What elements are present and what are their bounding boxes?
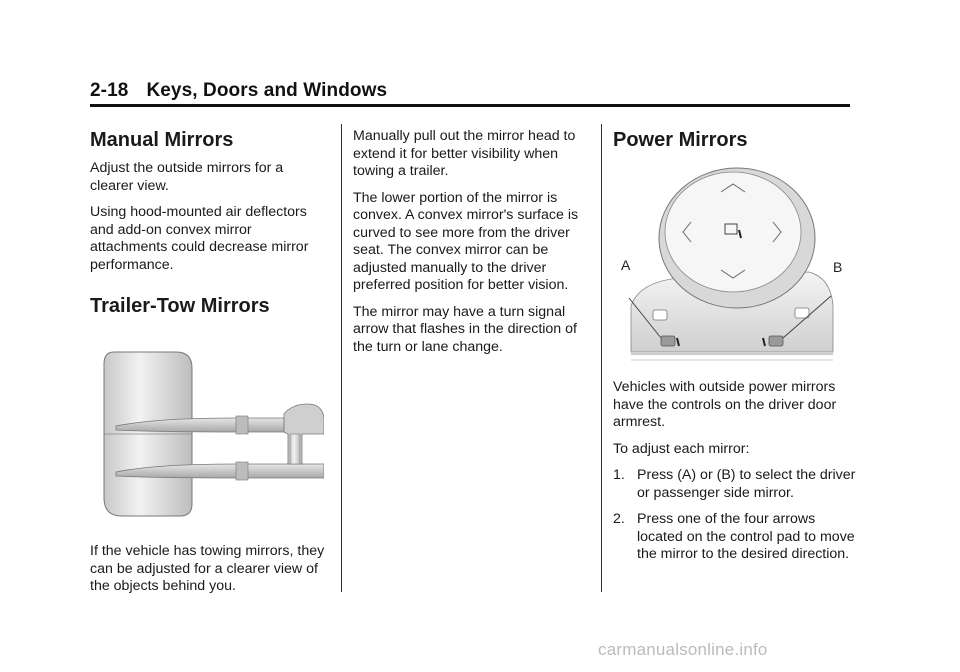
list-item xyxy=(613,511,863,564)
section-title: Keys, Doors and Windows xyxy=(146,80,388,101)
column-divider-2 xyxy=(601,124,602,592)
watermark: carmanualsonline.info xyxy=(598,640,768,659)
list-item xyxy=(613,467,863,502)
trailer-tow-mirror-illustration-icon xyxy=(96,348,324,520)
manual-mirrors-paragraph-1: Adjust the outside mirrors for a clearer view. xyxy=(90,160,284,194)
step-number: 2. xyxy=(613,511,625,527)
column-1 xyxy=(90,128,330,596)
column-divider-1 xyxy=(341,124,342,592)
trailer-tow-caption: If the vehicle has towing mirrors, they can be adjusted for a clearer view of the objects behind you. xyxy=(90,543,325,594)
power-mirror-control-illustration-icon xyxy=(609,166,845,366)
power-mirrors-lead: To adjust each mirror: xyxy=(613,440,750,457)
power-mirrors-steps xyxy=(613,467,863,564)
page-header xyxy=(90,80,850,102)
manual-mirrors-paragraph-2: Using hood-mounted air deflectors and add-on convex mirror attachments could decrease mirror performance. xyxy=(90,204,309,273)
power-mirrors-intro: Vehicles with outside power mirrors have the controls on the driver door armrest. xyxy=(613,379,837,430)
column-3 xyxy=(613,128,863,564)
trailer-tow-paragraph-3: The mirror may have a turn signal arrow that flashes in the direction of the turn or lane change. xyxy=(353,303,577,355)
power-mirrors-heading: Power Mirrors xyxy=(613,129,748,151)
label-b: B xyxy=(833,259,843,275)
step-text: Press one of the four arrows located on the control pad to move the mirror to the desired direction. xyxy=(637,511,855,562)
trailer-tow-heading: Trailer-Tow Mirrors xyxy=(90,295,270,317)
page-number: 2-18 xyxy=(90,80,129,101)
step-number: 1. xyxy=(613,467,625,483)
header-rule xyxy=(90,104,850,107)
trailer-tow-paragraph-1: Manually pull out the mirror head to extend it for better visibility when towing a trailer. xyxy=(353,128,576,179)
label-a: A xyxy=(621,257,631,273)
manual-mirrors-heading: Manual Mirrors xyxy=(90,129,234,151)
column-2 xyxy=(353,128,593,356)
step-text: Press (A) or (B) to select the driver or passenger side mirror. xyxy=(637,467,856,501)
trailer-tow-paragraph-2: The lower portion of the mirror is convex. A convex mirror's surface is curved to see more from the driver seat. The convex mirror can be adjusted manually to the driver preferred position for better vision. xyxy=(353,189,579,293)
